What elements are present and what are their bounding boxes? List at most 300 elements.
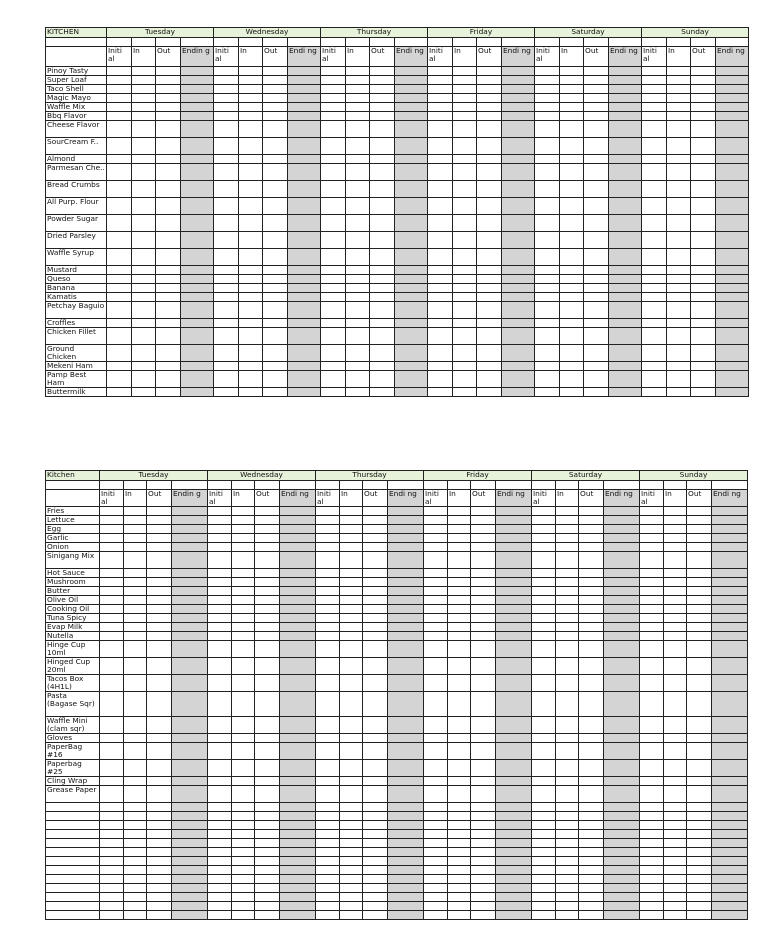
inventory-cell[interactable] — [687, 569, 712, 578]
inventory-cell[interactable] — [556, 848, 579, 857]
inventory-cell[interactable] — [370, 215, 395, 232]
inventory-cell[interactable] — [172, 507, 208, 516]
inventory-cell[interactable] — [642, 138, 667, 155]
inventory-cell[interactable] — [147, 543, 172, 552]
inventory-cell[interactable] — [579, 578, 604, 587]
inventory-cell[interactable] — [232, 605, 255, 614]
inventory-cell[interactable] — [208, 692, 232, 717]
inventory-cell[interactable] — [556, 777, 579, 786]
inventory-cell[interactable] — [232, 866, 255, 875]
inventory-cell[interactable] — [181, 362, 214, 371]
inventory-cell[interactable] — [340, 641, 363, 658]
inventory-cell[interactable] — [428, 94, 453, 103]
inventory-cell[interactable] — [208, 734, 232, 743]
inventory-cell[interactable] — [691, 155, 716, 164]
inventory-cell[interactable] — [424, 743, 448, 760]
inventory-cell[interactable] — [609, 371, 642, 388]
inventory-cell[interactable] — [471, 516, 496, 525]
inventory-cell[interactable] — [363, 734, 388, 743]
inventory-cell[interactable] — [124, 717, 147, 734]
inventory-cell[interactable] — [172, 760, 208, 777]
inventory-cell[interactable] — [453, 155, 477, 164]
inventory-cell[interactable] — [288, 266, 321, 275]
inventory-cell[interactable] — [181, 232, 214, 249]
inventory-cell[interactable] — [535, 362, 560, 371]
inventory-cell[interactable] — [716, 371, 749, 388]
inventory-cell[interactable] — [640, 534, 664, 543]
inventory-cell[interactable] — [556, 641, 579, 658]
inventory-cell[interactable] — [395, 103, 428, 112]
inventory-cell[interactable] — [712, 830, 748, 839]
inventory-cell[interactable] — [642, 293, 667, 302]
inventory-cell[interactable] — [263, 232, 288, 249]
inventory-cell[interactable] — [691, 232, 716, 249]
inventory-cell[interactable] — [560, 319, 584, 328]
inventory-cell[interactable] — [232, 786, 255, 803]
inventory-cell[interactable] — [691, 121, 716, 138]
inventory-cell[interactable] — [124, 596, 147, 605]
inventory-cell[interactable] — [712, 534, 748, 543]
inventory-cell[interactable] — [124, 743, 147, 760]
inventory-cell[interactable] — [691, 284, 716, 293]
inventory-cell[interactable] — [255, 717, 280, 734]
inventory-cell[interactable] — [263, 112, 288, 121]
inventory-cell[interactable] — [280, 734, 316, 743]
inventory-cell[interactable] — [107, 155, 132, 164]
inventory-cell[interactable] — [132, 388, 156, 397]
inventory-cell[interactable] — [640, 830, 664, 839]
inventory-cell[interactable] — [232, 534, 255, 543]
inventory-cell[interactable] — [496, 641, 532, 658]
inventory-cell[interactable] — [214, 67, 239, 76]
inventory-cell[interactable] — [263, 85, 288, 94]
inventory-cell[interactable] — [496, 893, 532, 902]
inventory-cell[interactable] — [288, 249, 321, 266]
inventory-cell[interactable] — [535, 85, 560, 94]
inventory-cell[interactable] — [453, 85, 477, 94]
inventory-cell[interactable] — [502, 293, 535, 302]
inventory-cell[interactable] — [255, 866, 280, 875]
inventory-cell[interactable] — [556, 543, 579, 552]
inventory-cell[interactable] — [321, 319, 346, 328]
inventory-cell[interactable] — [395, 345, 428, 362]
inventory-cell[interactable] — [388, 675, 424, 692]
inventory-cell[interactable] — [502, 103, 535, 112]
inventory-cell[interactable] — [156, 121, 181, 138]
inventory-cell[interactable] — [453, 138, 477, 155]
inventory-cell[interactable] — [664, 632, 687, 641]
inventory-cell[interactable] — [147, 614, 172, 623]
inventory-cell[interactable] — [124, 578, 147, 587]
inventory-cell[interactable] — [579, 632, 604, 641]
inventory-cell[interactable] — [667, 103, 691, 112]
inventory-cell[interactable] — [100, 534, 124, 543]
inventory-cell[interactable] — [232, 803, 255, 812]
inventory-cell[interactable] — [535, 388, 560, 397]
inventory-cell[interactable] — [156, 328, 181, 345]
inventory-cell[interactable] — [448, 866, 471, 875]
inventory-cell[interactable] — [556, 857, 579, 866]
inventory-cell[interactable] — [477, 249, 502, 266]
inventory-cell[interactable] — [664, 777, 687, 786]
inventory-cell[interactable] — [640, 902, 664, 911]
inventory-cell[interactable] — [255, 596, 280, 605]
inventory-cell[interactable] — [232, 516, 255, 525]
inventory-cell[interactable] — [124, 641, 147, 658]
inventory-cell[interactable] — [172, 552, 208, 569]
inventory-cell[interactable] — [712, 605, 748, 614]
inventory-cell[interactable] — [477, 319, 502, 328]
inventory-cell[interactable] — [363, 692, 388, 717]
inventory-cell[interactable] — [395, 232, 428, 249]
inventory-cell[interactable] — [640, 525, 664, 534]
inventory-cell[interactable] — [255, 857, 280, 866]
inventory-cell[interactable] — [424, 857, 448, 866]
inventory-cell[interactable] — [255, 507, 280, 516]
inventory-cell[interactable] — [664, 902, 687, 911]
inventory-cell[interactable] — [640, 786, 664, 803]
inventory-cell[interactable] — [263, 94, 288, 103]
inventory-cell[interactable] — [340, 884, 363, 893]
inventory-cell[interactable] — [321, 362, 346, 371]
inventory-cell[interactable] — [642, 103, 667, 112]
inventory-cell[interactable] — [560, 121, 584, 138]
inventory-cell[interactable] — [346, 103, 370, 112]
inventory-cell[interactable] — [156, 266, 181, 275]
inventory-cell[interactable] — [208, 543, 232, 552]
inventory-cell[interactable] — [132, 293, 156, 302]
inventory-cell[interactable] — [132, 76, 156, 85]
inventory-cell[interactable] — [363, 875, 388, 884]
inventory-cell[interactable] — [453, 302, 477, 319]
inventory-cell[interactable] — [579, 857, 604, 866]
inventory-cell[interactable] — [687, 803, 712, 812]
inventory-cell[interactable] — [712, 902, 748, 911]
inventory-cell[interactable] — [156, 76, 181, 85]
inventory-cell[interactable] — [321, 302, 346, 319]
inventory-cell[interactable] — [346, 328, 370, 345]
inventory-cell[interactable] — [280, 717, 316, 734]
inventory-cell[interactable] — [532, 734, 556, 743]
inventory-cell[interactable] — [691, 112, 716, 121]
inventory-cell[interactable] — [642, 362, 667, 371]
inventory-cell[interactable] — [255, 848, 280, 857]
inventory-cell[interactable] — [667, 198, 691, 215]
inventory-cell[interactable] — [100, 743, 124, 760]
inventory-cell[interactable] — [288, 388, 321, 397]
inventory-cell[interactable] — [691, 388, 716, 397]
inventory-cell[interactable] — [280, 525, 316, 534]
inventory-cell[interactable] — [428, 164, 453, 181]
inventory-cell[interactable] — [579, 623, 604, 632]
inventory-cell[interactable] — [604, 596, 640, 605]
inventory-cell[interactable] — [388, 902, 424, 911]
inventory-cell[interactable] — [288, 121, 321, 138]
inventory-cell[interactable] — [496, 578, 532, 587]
inventory-cell[interactable] — [255, 692, 280, 717]
inventory-cell[interactable] — [712, 543, 748, 552]
inventory-cell[interactable] — [288, 138, 321, 155]
inventory-cell[interactable] — [471, 830, 496, 839]
inventory-cell[interactable] — [477, 293, 502, 302]
inventory-cell[interactable] — [428, 388, 453, 397]
inventory-cell[interactable] — [107, 371, 132, 388]
inventory-cell[interactable] — [208, 857, 232, 866]
inventory-cell[interactable] — [496, 803, 532, 812]
inventory-cell[interactable] — [502, 85, 535, 94]
inventory-cell[interactable] — [579, 866, 604, 875]
inventory-cell[interactable] — [100, 875, 124, 884]
inventory-cell[interactable] — [471, 717, 496, 734]
inventory-cell[interactable] — [642, 302, 667, 319]
inventory-cell[interactable] — [388, 605, 424, 614]
inventory-cell[interactable] — [156, 345, 181, 362]
inventory-cell[interactable] — [642, 121, 667, 138]
inventory-cell[interactable] — [579, 743, 604, 760]
inventory-cell[interactable] — [208, 760, 232, 777]
inventory-cell[interactable] — [496, 596, 532, 605]
inventory-cell[interactable] — [255, 525, 280, 534]
inventory-cell[interactable] — [424, 525, 448, 534]
inventory-cell[interactable] — [687, 641, 712, 658]
inventory-cell[interactable] — [579, 552, 604, 569]
inventory-cell[interactable] — [124, 760, 147, 777]
inventory-cell[interactable] — [428, 275, 453, 284]
inventory-cell[interactable] — [496, 605, 532, 614]
inventory-cell[interactable] — [124, 866, 147, 875]
inventory-cell[interactable] — [535, 293, 560, 302]
inventory-cell[interactable] — [532, 641, 556, 658]
inventory-cell[interactable] — [609, 328, 642, 345]
inventory-cell[interactable] — [232, 623, 255, 632]
inventory-cell[interactable] — [395, 85, 428, 94]
inventory-cell[interactable] — [100, 525, 124, 534]
inventory-cell[interactable] — [496, 884, 532, 893]
inventory-cell[interactable] — [363, 534, 388, 543]
inventory-cell[interactable] — [640, 893, 664, 902]
inventory-cell[interactable] — [239, 345, 263, 362]
inventory-cell[interactable] — [100, 569, 124, 578]
inventory-cell[interactable] — [604, 543, 640, 552]
inventory-cell[interactable] — [124, 911, 147, 920]
inventory-cell[interactable] — [640, 623, 664, 632]
inventory-cell[interactable] — [280, 777, 316, 786]
inventory-cell[interactable] — [579, 839, 604, 848]
inventory-cell[interactable] — [156, 362, 181, 371]
inventory-cell[interactable] — [691, 345, 716, 362]
inventory-cell[interactable] — [288, 181, 321, 198]
inventory-cell[interactable] — [100, 614, 124, 623]
inventory-cell[interactable] — [340, 857, 363, 866]
inventory-cell[interactable] — [370, 103, 395, 112]
inventory-cell[interactable] — [532, 587, 556, 596]
inventory-cell[interactable] — [208, 786, 232, 803]
inventory-cell[interactable] — [560, 388, 584, 397]
inventory-cell[interactable] — [346, 138, 370, 155]
inventory-cell[interactable] — [214, 284, 239, 293]
inventory-cell[interactable] — [232, 675, 255, 692]
inventory-cell[interactable] — [107, 198, 132, 215]
inventory-cell[interactable] — [424, 902, 448, 911]
inventory-cell[interactable] — [181, 284, 214, 293]
inventory-cell[interactable] — [124, 848, 147, 857]
inventory-cell[interactable] — [156, 155, 181, 164]
inventory-cell[interactable] — [395, 198, 428, 215]
inventory-cell[interactable] — [346, 371, 370, 388]
inventory-cell[interactable] — [642, 266, 667, 275]
inventory-cell[interactable] — [239, 198, 263, 215]
inventory-cell[interactable] — [532, 525, 556, 534]
inventory-cell[interactable] — [172, 786, 208, 803]
inventory-cell[interactable] — [556, 587, 579, 596]
inventory-cell[interactable] — [453, 319, 477, 328]
inventory-cell[interactable] — [395, 76, 428, 85]
inventory-cell[interactable] — [535, 328, 560, 345]
inventory-cell[interactable] — [604, 605, 640, 614]
inventory-cell[interactable] — [532, 875, 556, 884]
inventory-cell[interactable] — [239, 362, 263, 371]
inventory-cell[interactable] — [532, 507, 556, 516]
inventory-cell[interactable] — [716, 293, 749, 302]
inventory-cell[interactable] — [316, 623, 340, 632]
inventory-cell[interactable] — [448, 587, 471, 596]
inventory-cell[interactable] — [172, 692, 208, 717]
inventory-cell[interactable] — [172, 614, 208, 623]
inventory-cell[interactable] — [502, 215, 535, 232]
inventory-cell[interactable] — [687, 786, 712, 803]
inventory-cell[interactable] — [255, 543, 280, 552]
inventory-cell[interactable] — [370, 345, 395, 362]
inventory-cell[interactable] — [579, 717, 604, 734]
inventory-cell[interactable] — [453, 181, 477, 198]
inventory-cell[interactable] — [604, 534, 640, 543]
inventory-cell[interactable] — [132, 181, 156, 198]
inventory-cell[interactable] — [288, 275, 321, 284]
inventory-cell[interactable] — [214, 371, 239, 388]
inventory-cell[interactable] — [124, 614, 147, 623]
inventory-cell[interactable] — [340, 893, 363, 902]
inventory-cell[interactable] — [263, 266, 288, 275]
inventory-cell[interactable] — [288, 362, 321, 371]
inventory-cell[interactable] — [132, 155, 156, 164]
inventory-cell[interactable] — [535, 249, 560, 266]
inventory-cell[interactable] — [604, 658, 640, 675]
inventory-cell[interactable] — [232, 875, 255, 884]
inventory-cell[interactable] — [664, 717, 687, 734]
inventory-cell[interactable] — [100, 893, 124, 902]
inventory-cell[interactable] — [316, 569, 340, 578]
inventory-cell[interactable] — [560, 328, 584, 345]
inventory-cell[interactable] — [604, 578, 640, 587]
inventory-cell[interactable] — [346, 345, 370, 362]
inventory-cell[interactable] — [214, 85, 239, 94]
inventory-cell[interactable] — [609, 388, 642, 397]
inventory-cell[interactable] — [255, 578, 280, 587]
inventory-cell[interactable] — [584, 164, 609, 181]
inventory-cell[interactable] — [124, 552, 147, 569]
inventory-cell[interactable] — [239, 138, 263, 155]
inventory-cell[interactable] — [664, 884, 687, 893]
inventory-cell[interactable] — [604, 507, 640, 516]
inventory-cell[interactable] — [156, 112, 181, 121]
inventory-cell[interactable] — [560, 76, 584, 85]
inventory-cell[interactable] — [712, 760, 748, 777]
inventory-cell[interactable] — [280, 596, 316, 605]
inventory-cell[interactable] — [584, 275, 609, 284]
inventory-cell[interactable] — [255, 534, 280, 543]
inventory-cell[interactable] — [716, 121, 749, 138]
inventory-cell[interactable] — [107, 181, 132, 198]
inventory-cell[interactable] — [424, 587, 448, 596]
inventory-cell[interactable] — [370, 232, 395, 249]
inventory-cell[interactable] — [288, 345, 321, 362]
inventory-cell[interactable] — [477, 181, 502, 198]
inventory-cell[interactable] — [477, 371, 502, 388]
inventory-cell[interactable] — [340, 605, 363, 614]
inventory-cell[interactable] — [667, 67, 691, 76]
inventory-cell[interactable] — [288, 293, 321, 302]
inventory-cell[interactable] — [370, 275, 395, 284]
inventory-cell[interactable] — [100, 839, 124, 848]
inventory-cell[interactable] — [664, 734, 687, 743]
inventory-cell[interactable] — [691, 249, 716, 266]
inventory-cell[interactable] — [712, 525, 748, 534]
inventory-cell[interactable] — [395, 371, 428, 388]
inventory-cell[interactable] — [584, 181, 609, 198]
inventory-cell[interactable] — [471, 866, 496, 875]
inventory-cell[interactable] — [667, 275, 691, 284]
inventory-cell[interactable] — [340, 534, 363, 543]
inventory-cell[interactable] — [560, 215, 584, 232]
inventory-cell[interactable] — [691, 85, 716, 94]
inventory-cell[interactable] — [604, 734, 640, 743]
inventory-cell[interactable] — [132, 345, 156, 362]
inventory-cell[interactable] — [556, 623, 579, 632]
inventory-cell[interactable] — [664, 516, 687, 525]
inventory-cell[interactable] — [667, 388, 691, 397]
inventory-cell[interactable] — [502, 371, 535, 388]
inventory-cell[interactable] — [667, 215, 691, 232]
inventory-cell[interactable] — [208, 743, 232, 760]
inventory-cell[interactable] — [214, 103, 239, 112]
inventory-cell[interactable] — [424, 717, 448, 734]
inventory-cell[interactable] — [502, 198, 535, 215]
inventory-cell[interactable] — [232, 632, 255, 641]
inventory-cell[interactable] — [604, 830, 640, 839]
inventory-cell[interactable] — [255, 760, 280, 777]
inventory-cell[interactable] — [453, 371, 477, 388]
inventory-cell[interactable] — [687, 866, 712, 875]
inventory-cell[interactable] — [712, 578, 748, 587]
inventory-cell[interactable] — [584, 293, 609, 302]
inventory-cell[interactable] — [172, 743, 208, 760]
inventory-cell[interactable] — [640, 911, 664, 920]
inventory-cell[interactable] — [556, 525, 579, 534]
inventory-cell[interactable] — [477, 164, 502, 181]
inventory-cell[interactable] — [124, 734, 147, 743]
inventory-cell[interactable] — [642, 215, 667, 232]
inventory-cell[interactable] — [147, 803, 172, 812]
inventory-cell[interactable] — [214, 275, 239, 284]
inventory-cell[interactable] — [496, 734, 532, 743]
inventory-cell[interactable] — [532, 516, 556, 525]
inventory-cell[interactable] — [502, 94, 535, 103]
inventory-cell[interactable] — [280, 569, 316, 578]
inventory-cell[interactable] — [532, 884, 556, 893]
inventory-cell[interactable] — [346, 319, 370, 328]
inventory-cell[interactable] — [340, 743, 363, 760]
inventory-cell[interactable] — [604, 803, 640, 812]
